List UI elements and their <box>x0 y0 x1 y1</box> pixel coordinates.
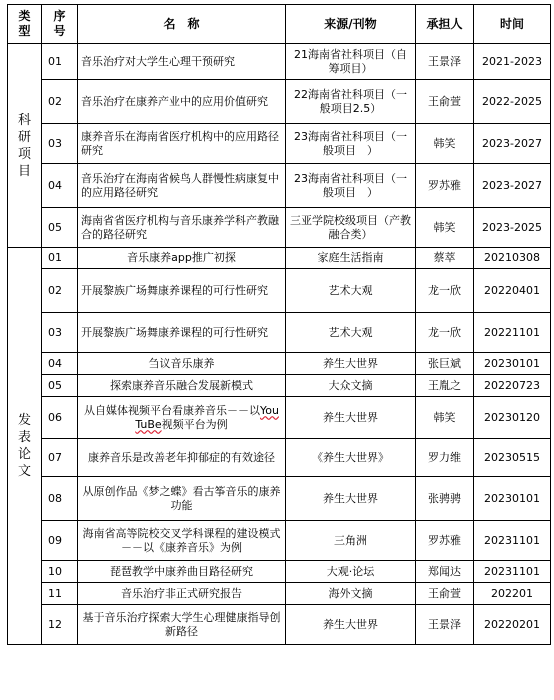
project-paper-table <box>7 4 551 645</box>
row-owner: 罗苏雅 <box>416 521 474 561</box>
header-name: 名 称 <box>78 5 286 44</box>
row-source: 22海南省社科项目（一般项目2.5） <box>286 80 416 124</box>
row-name: 音乐康养app推广初探 <box>78 248 286 269</box>
row-owner: 蔡萃 <box>416 248 474 269</box>
row-name: 康养音乐是改善老年抑郁症的有效途径 <box>78 439 286 477</box>
table-row <box>8 561 551 583</box>
row-name: 开展黎族广场舞康养课程的可行性研究 <box>78 313 286 353</box>
group-label-research: 科研项目 <box>8 44 42 248</box>
row-no: 08 <box>42 477 78 521</box>
table-row <box>8 269 551 313</box>
row-time: 20230120 <box>474 397 551 439</box>
row-name <box>78 397 286 439</box>
row-no: 03 <box>42 124 78 164</box>
header-time: 时间 <box>474 5 551 44</box>
row-no: 09 <box>42 521 78 561</box>
row-source: 养生大世界 <box>286 477 416 521</box>
row-time: 20220201 <box>474 605 551 645</box>
row-name: 音乐治疗对大学生心理干预研究 <box>78 44 286 80</box>
row-no: 02 <box>42 269 78 313</box>
row-source: 23海南省社科项目（一般项目 ） <box>286 164 416 208</box>
table-row <box>8 124 551 164</box>
row-owner: 张巨斌 <box>416 353 474 375</box>
row-source: 23海南省社科项目（一般项目 ） <box>286 124 416 164</box>
row-source: 《养生大世界》 <box>286 439 416 477</box>
row-source: 大众文摘 <box>286 375 416 397</box>
row-time: 2021-2023 <box>474 44 551 80</box>
row-no: 01 <box>42 44 78 80</box>
row-name-part: 从自媒体视频平台看康养音乐－－以 <box>84 403 261 417</box>
row-name: 音乐治疗在康养产业中的应用价值研究 <box>78 80 286 124</box>
table-row <box>8 397 551 439</box>
row-time: 202201 <box>474 583 551 605</box>
table-row <box>8 605 551 645</box>
row-name: 开展黎族广场舞康养课程的可行性研究 <box>78 269 286 313</box>
row-no: 05 <box>42 375 78 397</box>
row-source: 三亚学院校级项目（产教融合类） <box>286 208 416 248</box>
header-owner: 承担人 <box>416 5 474 44</box>
row-owner: 张骋骋 <box>416 477 474 521</box>
row-no: 12 <box>42 605 78 645</box>
row-time: 20230515 <box>474 439 551 477</box>
row-owner: 罗力维 <box>416 439 474 477</box>
row-source: 家庭生活指南 <box>286 248 416 269</box>
row-no: 02 <box>42 80 78 124</box>
row-name-keyword: YouTuBe <box>135 403 279 431</box>
row-source: 海外文摘 <box>286 583 416 605</box>
row-no: 04 <box>42 164 78 208</box>
row-time: 2023-2027 <box>474 124 551 164</box>
table-row <box>8 44 551 80</box>
table-header-row <box>8 5 551 44</box>
row-no: 06 <box>42 397 78 439</box>
row-name: 康养音乐在海南省医疗机构中的应用路径研究 <box>78 124 286 164</box>
row-name: 音乐治疗在海南省候鸟人群慢性病康复中的应用路径研究 <box>78 164 286 208</box>
row-name: 刍议音乐康养 <box>78 353 286 375</box>
table-row <box>8 80 551 124</box>
row-owner: 龙一欣 <box>416 269 474 313</box>
row-source: 艺术大观 <box>286 269 416 313</box>
row-name: 海南省高等院校交叉学科课程的建设模式－－以《康养音乐》为例 <box>78 521 286 561</box>
row-owner: 王景泽 <box>416 44 474 80</box>
row-time: 20230101 <box>474 477 551 521</box>
row-owner: 龙一欣 <box>416 313 474 353</box>
row-no: 04 <box>42 353 78 375</box>
row-time: 2023-2025 <box>474 208 551 248</box>
row-owner: 韩笑 <box>416 208 474 248</box>
row-time: 20221101 <box>474 313 551 353</box>
row-no: 03 <box>42 313 78 353</box>
row-time: 20220401 <box>474 269 551 313</box>
row-time: 20231101 <box>474 521 551 561</box>
row-name: 基于音乐治疗探索大学生心理健康指导创新路径 <box>78 605 286 645</box>
row-source: 21海南省社科项目（自筹项目） <box>286 44 416 80</box>
row-no: 05 <box>42 208 78 248</box>
header-type: 类型 <box>8 5 42 44</box>
table-row <box>8 521 551 561</box>
table-row <box>8 375 551 397</box>
row-owner: 郑闻达 <box>416 561 474 583</box>
row-no: 11 <box>42 583 78 605</box>
table-row <box>8 164 551 208</box>
row-time: 2022-2025 <box>474 80 551 124</box>
row-name-part: 视频平台为例 <box>161 417 228 431</box>
row-owner: 韩笑 <box>416 397 474 439</box>
table-row <box>8 583 551 605</box>
row-name: 琵琶教学中康养曲目路径研究 <box>78 561 286 583</box>
row-owner: 王俞萱 <box>416 583 474 605</box>
row-owner: 王胤之 <box>416 375 474 397</box>
row-source: 艺术大观 <box>286 313 416 353</box>
row-source: 三角洲 <box>286 521 416 561</box>
row-name: 从原创作品《梦之蝶》看古筝音乐的康养功能 <box>78 477 286 521</box>
row-name: 探索康养音乐融合发展新模式 <box>78 375 286 397</box>
row-time: 20220723 <box>474 375 551 397</box>
row-owner: 王俞萱 <box>416 80 474 124</box>
row-time: 20230101 <box>474 353 551 375</box>
row-owner: 罗苏雅 <box>416 164 474 208</box>
row-time: 20231101 <box>474 561 551 583</box>
header-source: 来源/刊物 <box>286 5 416 44</box>
table-row <box>8 353 551 375</box>
row-owner: 韩笑 <box>416 124 474 164</box>
row-owner: 王景泽 <box>416 605 474 645</box>
table-row <box>8 439 551 477</box>
table-row <box>8 477 551 521</box>
row-source: 养生大世界 <box>286 605 416 645</box>
row-no: 07 <box>42 439 78 477</box>
group-label-papers: 发表论文 <box>8 248 42 645</box>
row-name: 音乐治疗非正式研究报告 <box>78 583 286 605</box>
row-time: 2023-2027 <box>474 164 551 208</box>
table-row <box>8 208 551 248</box>
row-no: 01 <box>42 248 78 269</box>
header-no: 序号 <box>42 5 78 44</box>
row-source: 大观·论坛 <box>286 561 416 583</box>
row-name: 海南省省医疗机构与音乐康养学科产教融合的路径研究 <box>78 208 286 248</box>
row-source: 养生大世界 <box>286 397 416 439</box>
row-no: 10 <box>42 561 78 583</box>
row-time: 20210308 <box>474 248 551 269</box>
table-row <box>8 313 551 353</box>
row-source: 养生大世界 <box>286 353 416 375</box>
table-row <box>8 248 551 269</box>
